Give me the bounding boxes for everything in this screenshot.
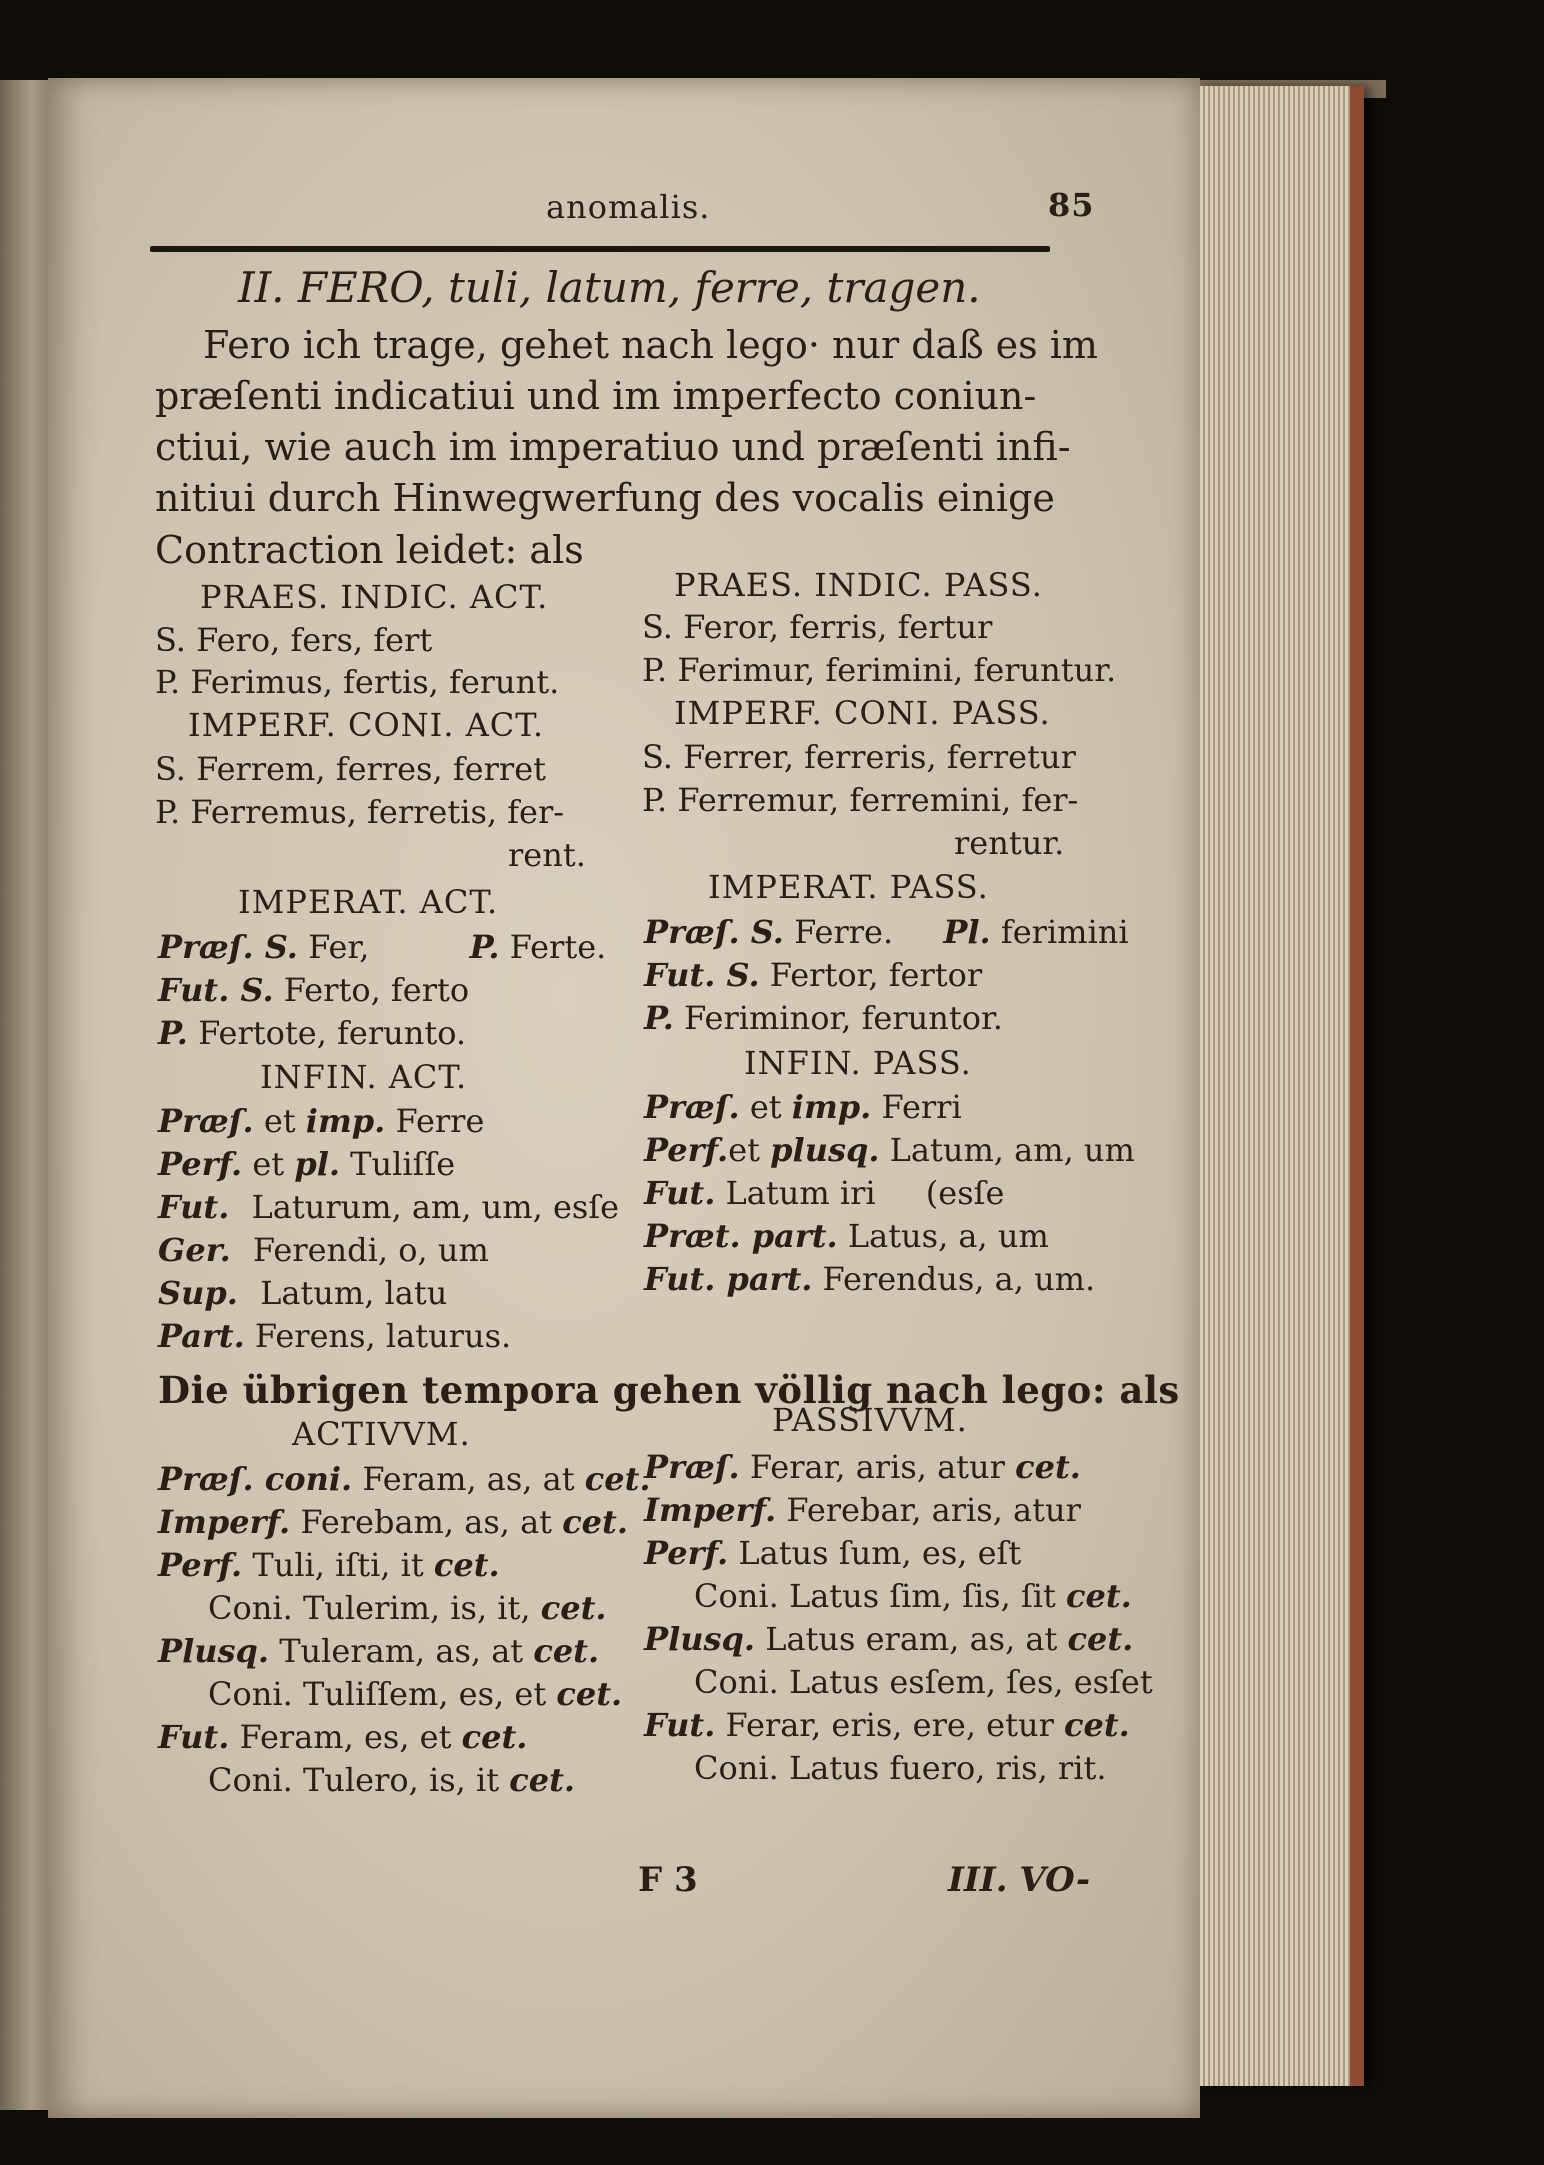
activum-row-8: Coni. Tulero, is, it cet. — [208, 1761, 575, 1799]
left-imperat-heading: IMPERAT. ACT. — [238, 883, 499, 921]
activum-row-5: Plusq. Tuleram, as, at cet. — [158, 1632, 600, 1670]
right-imperat-row-1: Præſ. S. Ferre. Pl. ferimini — [644, 913, 1129, 951]
transition-line: Die übrigen tempora gehen völlig nach lego: als — [158, 1368, 1180, 1412]
right-infin-row-5: Fut. part. Ferendus, a, um. — [644, 1260, 1096, 1298]
right-imperat-row-3: P. Feriminor, feruntor. — [644, 999, 1003, 1037]
running-head-title: anomalis. — [546, 188, 711, 226]
right-imperf-plural: P. Ferremur, ferremini, fer- — [642, 781, 1079, 819]
catchword: III. VO- — [948, 1860, 1091, 1900]
activum-heading: ACTIVVM. — [292, 1415, 471, 1453]
left-praes-plural: P. Ferimus, fertis, ferunt. — [155, 663, 560, 701]
right-imperf-heading: IMPERF. CONI. PASS. — [674, 694, 1051, 732]
left-imperat-row-1: Præſ. S. Fer, P. Ferte. — [158, 928, 607, 966]
right-infin-heading: INFIN. PASS. — [744, 1044, 972, 1082]
activum-row-4: Coni. Tulerim, is, it, cet. — [208, 1589, 607, 1627]
left-imperf-plural-cont: rent. — [508, 836, 586, 874]
passivum-row-3: Perf. Latus ſum, es, eſt — [644, 1534, 1022, 1572]
passivum-row-4: Coni. Latus ſim, ſis, ſit cet. — [694, 1577, 1132, 1615]
intro-line-4: nitiui durch Hinwegwerfung des vocalis einige — [155, 476, 1055, 520]
right-imperat-heading: IMPERAT. PASS. — [708, 868, 989, 906]
passivum-row-1: Præſ. Ferar, aris, atur cet. — [644, 1448, 1081, 1486]
right-infin-row-2: Perf.et plusq. Latum, am, um — [644, 1131, 1135, 1169]
signature-mark: F 3 — [638, 1860, 698, 1900]
passivum-row-7: Fut. Ferar, eris, ere, etur cet. — [644, 1706, 1130, 1744]
activum-row-2: Imperf. Ferebam, as, at cet. — [158, 1503, 628, 1541]
left-imperf-heading: IMPERF. CONI. ACT. — [188, 706, 545, 744]
left-imperf-plural: P. Ferremus, ferretis, fer- — [155, 793, 565, 831]
right-infin-row-4: Præt. part. Latus, a, um — [644, 1217, 1049, 1255]
intro-line-3: ctiui, wie auch im imperatiuo und præſenti infi- — [155, 425, 1071, 469]
facing-page-edge — [0, 80, 52, 2110]
page-block-edges — [1200, 86, 1364, 2086]
left-praes-singular: S. Fero, fers, fert — [155, 621, 433, 659]
left-imperat-row-2: Fut. S. Ferto, ferto — [158, 971, 470, 1009]
passivum-heading: PASSIVVM. — [772, 1401, 968, 1439]
page-number: 85 — [1048, 186, 1095, 224]
left-imperat-row-3: P. Fertote, ferunto. — [158, 1014, 467, 1052]
activum-row-6: Coni. Tuliſſem, es, et cet. — [208, 1675, 623, 1713]
passivum-row-5: Plusq. Latus eram, as, at cet. — [644, 1620, 1134, 1658]
activum-row-1: Præſ. coni. Feram, as, at cet. — [158, 1460, 651, 1498]
left-infin-heading: INFIN. ACT. — [260, 1058, 468, 1096]
passivum-row-8: Coni. Latus fuero, ris, rit. — [694, 1749, 1107, 1787]
left-infin-row-6: Part. Ferens, laturus. — [158, 1317, 512, 1355]
left-infin-row-3: Fut. Laturum, am, um, esſe — [158, 1188, 620, 1226]
right-imperf-singular: S. Ferrer, ferreris, ferretur — [642, 738, 1076, 776]
passivum-row-2: Imperf. Ferebar, aris, atur — [644, 1491, 1081, 1529]
left-imperf-singular: S. Ferrem, ferres, ferret — [155, 750, 546, 788]
right-imperat-row-2: Fut. S. Fertor, fertor — [644, 956, 983, 994]
intro-line-1: Fero ich trage, gehet nach lego· nur daß es im — [203, 323, 1098, 367]
right-praes-heading: PRAES. INDIC. PASS. — [674, 566, 1043, 604]
left-infin-row-4: Ger. Ferendi, o, um — [158, 1231, 489, 1269]
intro-line-5: Contraction leidet: als — [155, 528, 584, 572]
book-page — [48, 78, 1200, 2118]
passivum-row-6: Coni. Latus esſem, ſes, esſet — [694, 1663, 1153, 1701]
intro-line-2: præſenti indicatiui und im imperfecto coniun- — [155, 374, 1037, 418]
section-heading: II. FERO, tuli, latum, ferre, tragen. — [238, 263, 981, 312]
right-imperf-plural-cont: rentur. — [954, 824, 1065, 862]
left-infin-row-2: Perf. et pl. Tuliſſe — [158, 1145, 456, 1183]
right-infin-row-3: Fut. Latum iri (esſe — [644, 1174, 1005, 1212]
header-rule — [150, 246, 1050, 252]
activum-row-3: Perf. Tuli, iſti, it cet. — [158, 1546, 500, 1584]
left-infin-row-1: Præſ. et imp. Ferre — [158, 1102, 485, 1140]
left-infin-row-5: Sup. Latum, latu — [158, 1274, 448, 1312]
right-praes-plural: P. Ferimur, ferimini, feruntur. — [642, 651, 1117, 689]
right-infin-row-1: Præſ. et imp. Ferri — [644, 1088, 962, 1126]
activum-row-7: Fut. Feram, es, et cet. — [158, 1718, 528, 1756]
left-praes-heading: PRAES. INDIC. ACT. — [200, 578, 549, 616]
right-praes-singular: S. Feror, ferris, fertur — [642, 608, 993, 646]
